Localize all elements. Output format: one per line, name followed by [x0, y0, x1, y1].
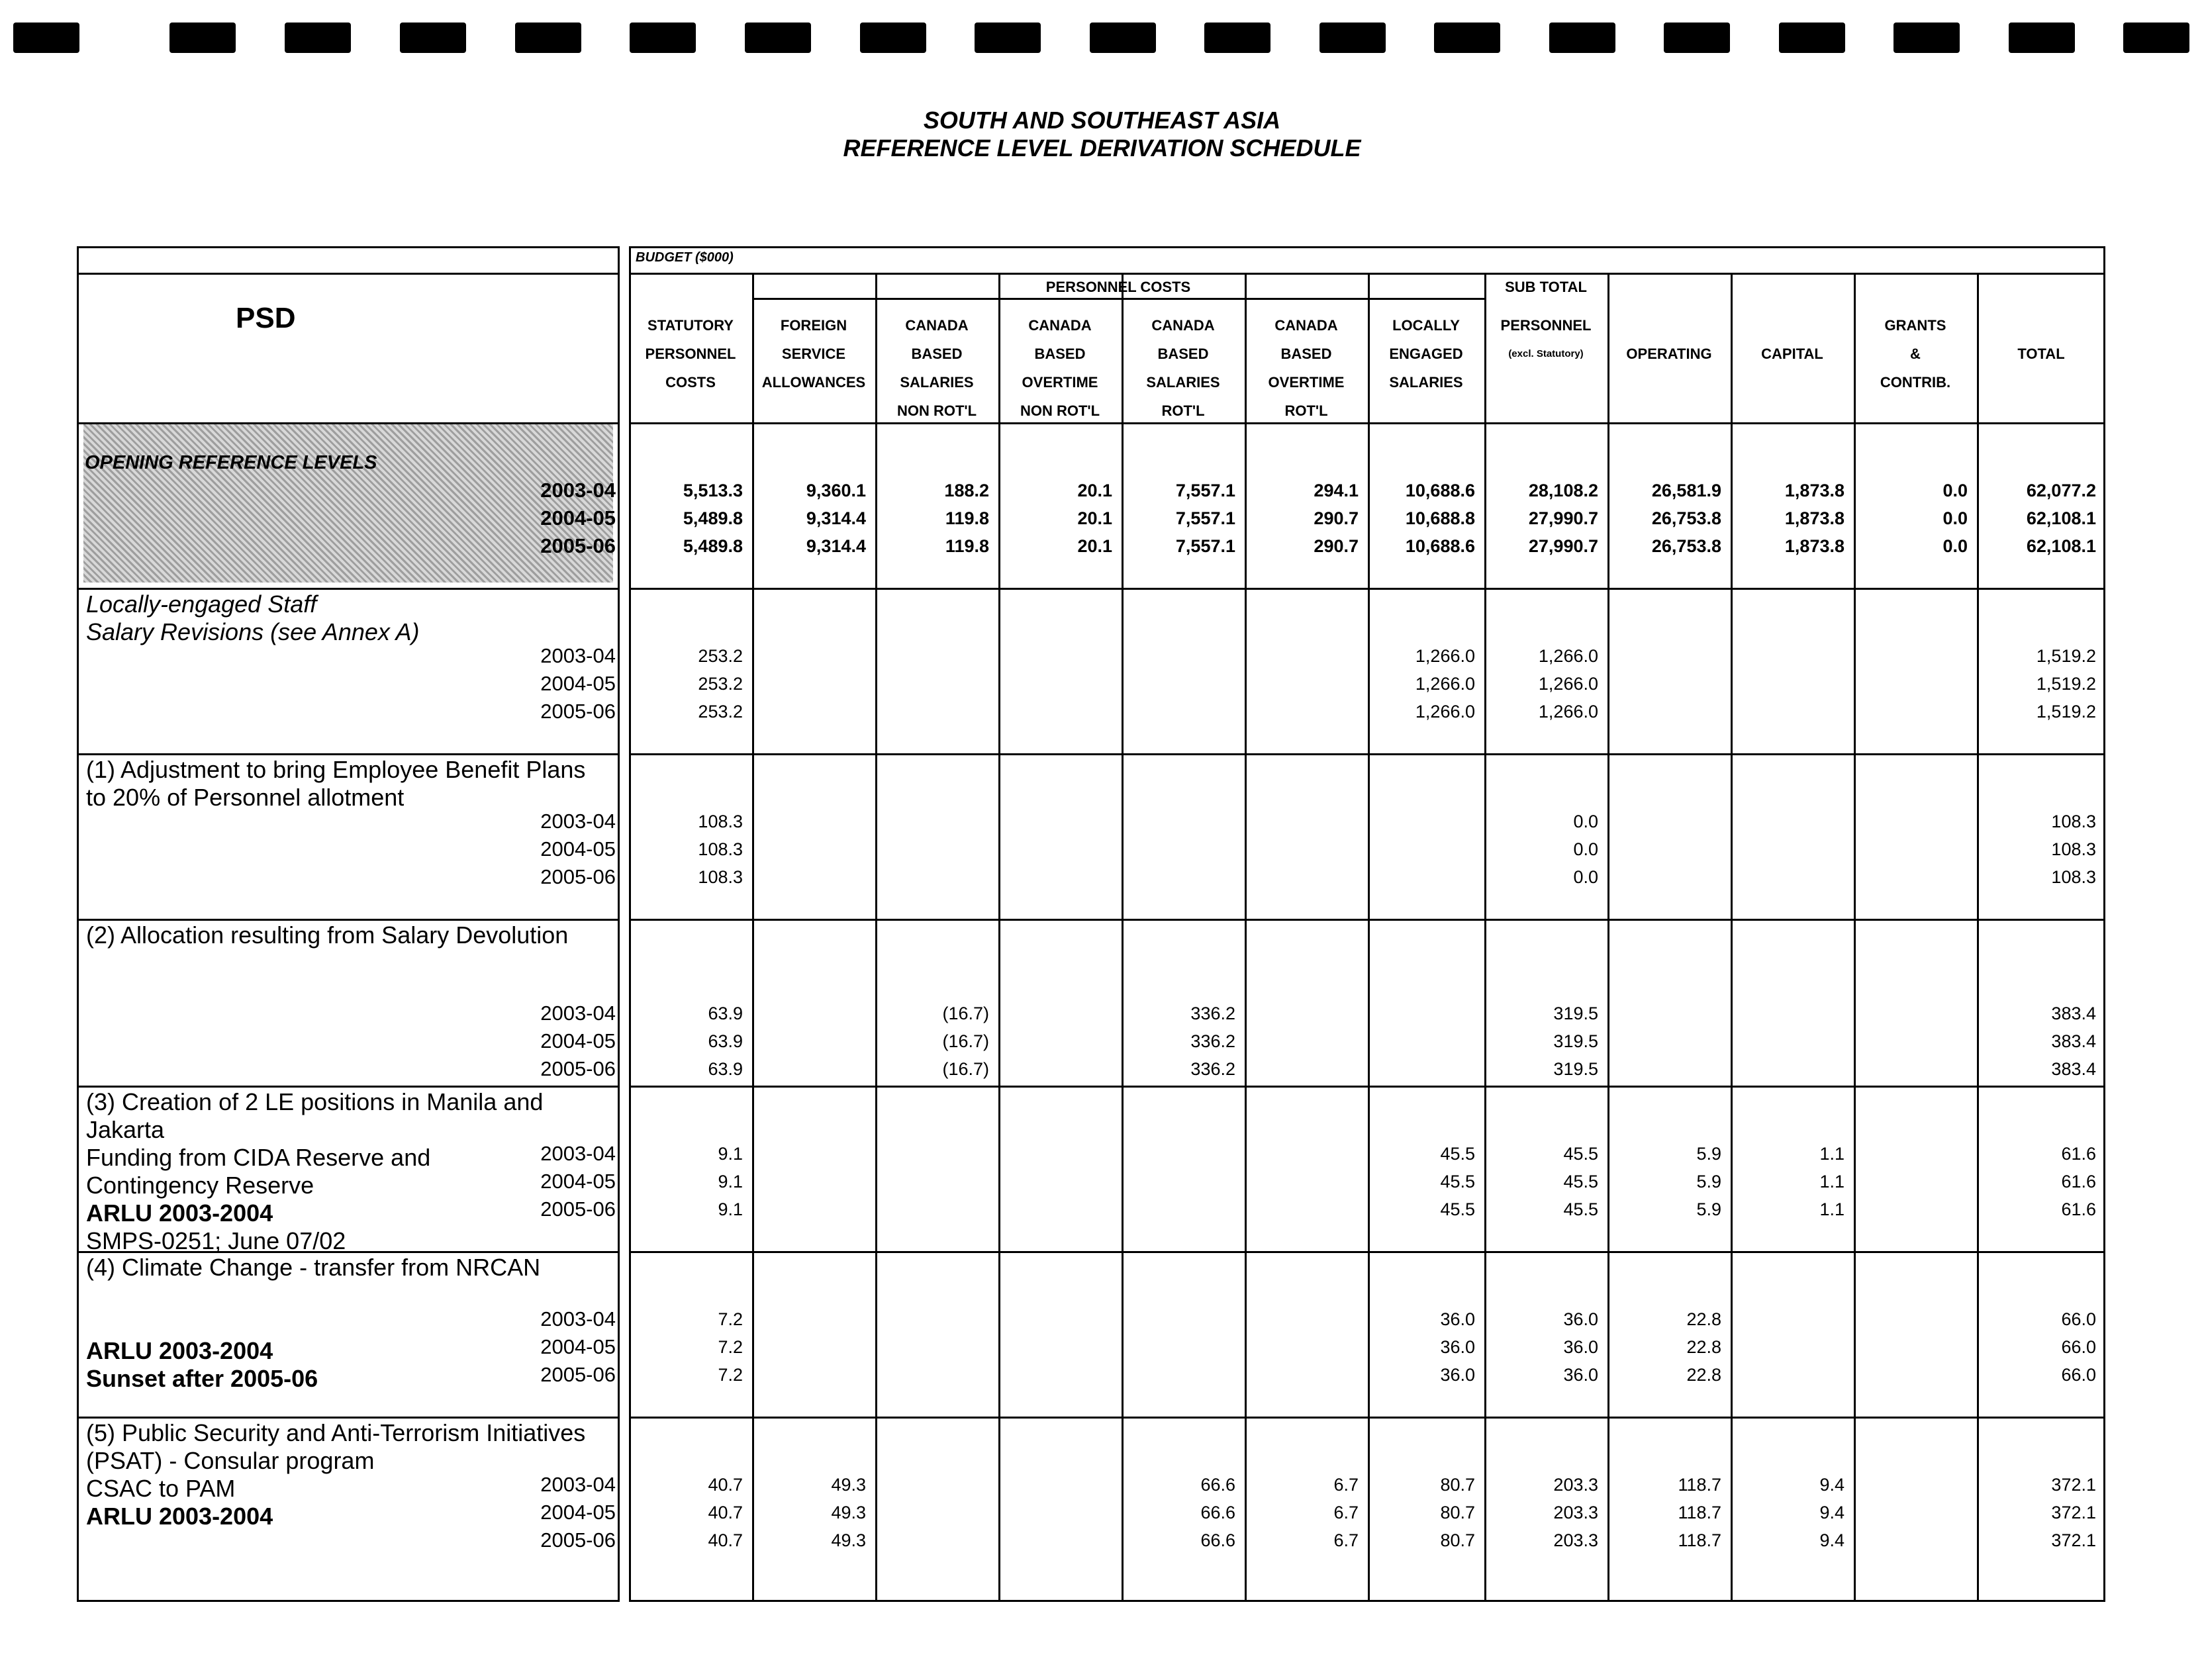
column-divider — [1368, 273, 1370, 1602]
column-header-line: BASED — [911, 346, 963, 362]
column-header-line: OVERTIME — [1022, 374, 1098, 391]
section-label: Contingency Reserve — [86, 1172, 314, 1199]
cell-value: 36.0 — [1563, 1365, 1598, 1385]
section-label: Funding from CIDA Reserve and — [86, 1144, 431, 1171]
cell-value: 7.2 — [718, 1337, 743, 1357]
cell-value: (16.7) — [942, 1003, 989, 1023]
column-header-line: FOREIGN — [780, 317, 847, 334]
cell-value: 1.1 — [1819, 1199, 1845, 1219]
scan-mark — [400, 23, 466, 53]
column-header-line — [1731, 311, 1854, 340]
cell-value: 294.1 — [1314, 481, 1359, 500]
cell-value: 1,266.0 — [1415, 674, 1475, 694]
column-header-line: LOCALLY — [1392, 317, 1460, 334]
cell-value: 27,990.7 — [1528, 508, 1598, 528]
scan-mark — [2009, 23, 2075, 53]
cell-value: 20.1 — [1077, 508, 1112, 528]
scan-mark — [630, 23, 696, 53]
scan-mark — [13, 23, 79, 53]
cell-value: 45.5 — [1440, 1144, 1475, 1164]
cell-value: 9.4 — [1819, 1530, 1845, 1550]
column-header-line: NON ROT'L — [896, 402, 977, 419]
cell-value: 63.9 — [708, 1031, 743, 1051]
cell-value: 1,873.8 — [1784, 481, 1845, 500]
column-header — [1977, 311, 2105, 425]
cell-value: 28,108.2 — [1528, 481, 1598, 500]
fiscal-year: 2005-06 — [540, 534, 616, 557]
cell-value: 108.3 — [698, 839, 743, 859]
row-divider — [77, 588, 620, 590]
cell-value: 80.7 — [1440, 1475, 1475, 1495]
cell-value: 5.9 — [1696, 1199, 1721, 1219]
cell-value: 336.2 — [1190, 1003, 1235, 1023]
cell-value: 319.5 — [1553, 1003, 1598, 1023]
cell-value: 9.4 — [1819, 1475, 1845, 1495]
fiscal-year: 2005-06 — [540, 700, 616, 723]
psd-label: PSD — [236, 302, 296, 334]
cell-value: 45.5 — [1563, 1144, 1598, 1164]
scan-mark — [1893, 23, 1960, 53]
fiscal-year: 2005-06 — [540, 865, 616, 888]
column-header-line: SALARIES — [900, 374, 974, 391]
cell-value: 253.2 — [698, 646, 743, 666]
column-header-line: TOTAL — [2017, 346, 2065, 362]
cell-value: 62,108.1 — [2026, 508, 2096, 528]
cell-value: 1,873.8 — [1784, 508, 1845, 528]
cell-value: 0.0 — [1942, 481, 1968, 500]
cell-value: 45.5 — [1563, 1199, 1598, 1219]
fiscal-year: 2005-06 — [540, 1528, 616, 1552]
cell-value: 49.3 — [831, 1475, 866, 1495]
cell-value: 383.4 — [2051, 1003, 2096, 1023]
cell-value: 10,688.6 — [1405, 481, 1475, 500]
section-label: (1) Adjustment to bring Employee Benefit Plans — [86, 756, 586, 783]
cell-value: 372.1 — [2051, 1475, 2096, 1495]
column-header-line: STATUTORY — [647, 317, 734, 334]
cell-value: 1.1 — [1819, 1144, 1845, 1164]
scan-mark — [1319, 23, 1386, 53]
column-header-line: COSTS — [665, 374, 716, 391]
column-header-line — [1977, 368, 2105, 397]
fiscal-year: 2003-04 — [540, 1142, 616, 1165]
column-divider — [1245, 273, 1247, 1602]
cell-value: 319.5 — [1553, 1031, 1598, 1051]
row-divider — [77, 1086, 620, 1088]
fiscal-year: 2003-04 — [540, 479, 616, 502]
fiscal-year: 2003-04 — [540, 1307, 616, 1330]
cell-value: 61.6 — [2061, 1172, 2096, 1191]
cell-value: 66.0 — [2061, 1337, 2096, 1357]
column-header — [752, 311, 875, 425]
cell-value: 63.9 — [708, 1059, 743, 1079]
fiscal-year: 2003-04 — [540, 810, 616, 833]
section-label: (4) Climate Change - transfer from NRCAN — [86, 1254, 541, 1281]
cell-value: 336.2 — [1190, 1031, 1235, 1051]
scan-mark — [169, 23, 236, 53]
column-header-line — [1977, 311, 2105, 340]
cell-value: 0.0 — [1942, 536, 1968, 556]
scan-mark — [860, 23, 926, 53]
column-header-line — [1484, 397, 1607, 425]
cell-value: 62,077.2 — [2026, 481, 2096, 500]
cell-value: 336.2 — [1190, 1059, 1235, 1079]
cell-value: 1,266.0 — [1415, 702, 1475, 722]
column-header-line — [1368, 397, 1484, 425]
cell-value: 253.2 — [698, 674, 743, 694]
column-divider — [1854, 273, 1856, 1602]
column-header-line: PERSONNEL — [1500, 317, 1592, 334]
cell-value: 319.5 — [1553, 1059, 1598, 1079]
cell-value: 372.1 — [2051, 1530, 2096, 1550]
cell-value: 22.8 — [1686, 1309, 1721, 1329]
cell-value: 1,266.0 — [1415, 646, 1475, 666]
cell-value: 6.7 — [1333, 1503, 1359, 1522]
row-divider — [629, 1251, 2105, 1253]
section-label: CSAC to PAM — [86, 1475, 236, 1502]
cell-value: 203.3 — [1553, 1530, 1598, 1550]
row-divider — [629, 1086, 2105, 1088]
personnel-costs-label: PERSONNEL COSTS — [1045, 279, 1191, 295]
column-divider — [1977, 273, 1979, 1602]
column-header — [1368, 311, 1484, 425]
column-header — [1607, 311, 1731, 425]
cell-value: 5.9 — [1696, 1144, 1721, 1164]
cell-value: 9.4 — [1819, 1503, 1845, 1522]
column-header — [1854, 311, 1977, 425]
fiscal-year: 2003-04 — [540, 1002, 616, 1025]
cell-value: 5,513.3 — [683, 481, 743, 500]
scan-mark — [1779, 23, 1845, 53]
column-header — [1245, 311, 1368, 425]
cell-value: 1,266.0 — [1538, 646, 1598, 666]
column-header-line: CANADA — [1151, 317, 1215, 334]
column-header-line: BASED — [1280, 346, 1332, 362]
fiscal-year: 2004-05 — [540, 1170, 616, 1193]
column-header — [1731, 311, 1854, 425]
cell-value: 62,108.1 — [2026, 536, 2096, 556]
column-header-line — [1731, 397, 1854, 425]
cell-value: 26,753.8 — [1651, 508, 1721, 528]
column-header-line: ENGAGED — [1389, 346, 1463, 362]
section-label: Salary Revisions (see Annex A) — [86, 618, 420, 645]
column-header-line: CAPITAL — [1761, 346, 1823, 362]
cell-value: 1,519.2 — [2036, 646, 2096, 666]
scan-mark — [515, 23, 581, 53]
cell-value: 45.5 — [1563, 1172, 1598, 1191]
section-label: Locally-engaged Staff — [86, 590, 317, 618]
cell-value: 188.2 — [944, 481, 989, 500]
cell-value: 20.1 — [1077, 481, 1112, 500]
column-header-line — [1607, 368, 1731, 397]
column-header-line: GRANTS — [1884, 317, 1946, 334]
fiscal-year: 2005-06 — [540, 1057, 616, 1080]
cell-value: 108.3 — [698, 867, 743, 887]
column-header-line — [1977, 397, 2105, 425]
cell-value: 1,873.8 — [1784, 536, 1845, 556]
column-header-line — [1484, 368, 1607, 397]
cell-value: 36.0 — [1440, 1309, 1475, 1329]
scan-mark — [1434, 23, 1500, 53]
section-label: (2) Allocation resulting from Salary Devolution — [86, 921, 569, 949]
cell-value: 7.2 — [718, 1365, 743, 1385]
section-label: Sunset after 2005-06 — [86, 1365, 318, 1392]
row-divider — [77, 422, 620, 424]
scan-mark — [1204, 23, 1270, 53]
row-divider — [629, 919, 2105, 921]
cell-value: 10,688.6 — [1405, 536, 1475, 556]
page-title-line-2: REFERENCE LEVEL DERIVATION SCHEDULE — [843, 134, 1361, 162]
section-label: SMPS-0251; June 07/02 — [86, 1227, 346, 1254]
cell-value: 63.9 — [708, 1003, 743, 1023]
cell-value: 1,266.0 — [1538, 702, 1598, 722]
cell-value: 108.3 — [2051, 867, 2096, 887]
cell-value: (16.7) — [942, 1031, 989, 1051]
column-divider — [1607, 273, 1609, 1602]
budget-label: BUDGET ($000) — [636, 250, 734, 265]
row-divider — [77, 919, 620, 921]
cell-value: 49.3 — [831, 1503, 866, 1522]
cell-value: 119.8 — [945, 508, 989, 528]
section-label: (3) Creation of 2 LE positions in Manila and — [86, 1088, 544, 1115]
cell-value: 36.0 — [1563, 1309, 1598, 1329]
cell-value: 108.3 — [2051, 812, 2096, 831]
column-header-line: ALLOWANCES — [761, 374, 866, 391]
column-header-line — [1607, 397, 1731, 425]
column-header — [875, 311, 998, 425]
column-divider — [752, 273, 754, 1602]
row-divider — [629, 588, 2105, 590]
cell-value: 9,314.4 — [806, 536, 866, 556]
cell-value: 36.0 — [1440, 1365, 1475, 1385]
fiscal-year: 2003-04 — [540, 1473, 616, 1496]
cell-value: 108.3 — [2051, 839, 2096, 859]
column-divider — [1731, 273, 1733, 1602]
page-title-line-1: SOUTH AND SOUTHEAST ASIA — [923, 107, 1281, 134]
cell-value: 36.0 — [1563, 1337, 1598, 1357]
column-divider — [998, 273, 1000, 1602]
cell-value: 66.6 — [1200, 1530, 1235, 1550]
column-divider — [1122, 273, 1124, 1602]
cell-value: 40.7 — [708, 1503, 743, 1522]
section-label: to 20% of Personnel allotment — [86, 784, 405, 811]
fiscal-year: 2004-05 — [540, 1029, 616, 1052]
fiscal-year: 2003-04 — [540, 644, 616, 667]
cell-value: 22.8 — [1686, 1365, 1721, 1385]
cell-value: 7,557.1 — [1175, 536, 1235, 556]
column-header-line — [752, 397, 875, 425]
column-header-line: ROT'L — [1161, 402, 1205, 419]
column-header-line: OVERTIME — [1268, 374, 1345, 391]
cell-value: 5.9 — [1696, 1172, 1721, 1191]
cell-value: 26,581.9 — [1651, 481, 1721, 500]
cell-value: 9,314.4 — [806, 508, 866, 528]
cell-value: 9.1 — [718, 1199, 743, 1219]
scan-mark — [1664, 23, 1730, 53]
column-header-line: BASED — [1034, 346, 1086, 362]
scan-mark — [1549, 23, 1615, 53]
cell-value: 40.7 — [708, 1475, 743, 1495]
section-label: ARLU 2003-2004 — [86, 1199, 273, 1227]
fiscal-year: 2005-06 — [540, 1197, 616, 1221]
cell-value: 61.6 — [2061, 1199, 2096, 1219]
row-divider — [77, 753, 620, 755]
section-label: (PSAT) - Consular program — [86, 1447, 375, 1474]
cell-value: 66.0 — [2061, 1309, 2096, 1329]
column-header — [998, 311, 1122, 425]
cell-value: 66.0 — [2061, 1365, 2096, 1385]
data-panel — [629, 246, 2105, 1602]
cell-value: 27,990.7 — [1528, 536, 1598, 556]
cell-value: 383.4 — [2051, 1031, 2096, 1051]
cell-value: (16.7) — [942, 1059, 989, 1079]
scan-mark — [285, 23, 351, 53]
scan-mark — [745, 23, 811, 53]
cell-value: 20.1 — [1077, 536, 1112, 556]
section-label: ARLU 2003-2004 — [86, 1337, 273, 1364]
cell-value: 26,753.8 — [1651, 536, 1721, 556]
cell-value: 1.1 — [1819, 1172, 1845, 1191]
cell-value: 5,489.8 — [683, 508, 743, 528]
cell-value: 253.2 — [698, 702, 743, 722]
cell-value: 1,519.2 — [2036, 702, 2096, 722]
column-header-line — [1854, 397, 1977, 425]
cell-value: 0.0 — [1942, 508, 1968, 528]
cell-value: 0.0 — [1573, 839, 1598, 859]
column-header-line: (excl. Statutory) — [1508, 348, 1584, 359]
fiscal-year: 2004-05 — [540, 672, 616, 695]
cell-value: 45.5 — [1440, 1199, 1475, 1219]
column-header-line: SALARIES — [1146, 374, 1220, 391]
cell-value: 45.5 — [1440, 1172, 1475, 1191]
column-header-line — [1731, 368, 1854, 397]
fiscal-year: 2005-06 — [540, 1363, 616, 1386]
cell-value: 372.1 — [2051, 1503, 2096, 1522]
cell-value: 80.7 — [1440, 1503, 1475, 1522]
scan-mark — [1090, 23, 1156, 53]
column-header-line: CANADA — [1274, 317, 1338, 334]
cell-value: 7.2 — [718, 1309, 743, 1329]
cell-value: 10,688.8 — [1405, 508, 1475, 528]
cell-value: 203.3 — [1553, 1475, 1598, 1495]
column-header-line: OPERATING — [1626, 346, 1712, 362]
section-label: ARLU 2003-2004 — [86, 1503, 273, 1530]
column-header-line: & — [1910, 346, 1921, 362]
cell-value: 108.3 — [698, 812, 743, 831]
cell-value: 9.1 — [718, 1144, 743, 1164]
column-header-line: BASED — [1157, 346, 1209, 362]
cell-value: 61.6 — [2061, 1144, 2096, 1164]
column-header-line: SALARIES — [1389, 374, 1463, 391]
section-label: (5) Public Security and Anti-Terrorism Initiatives — [86, 1419, 586, 1446]
column-header-line: SERVICE — [781, 346, 846, 362]
cell-value: 7,557.1 — [1175, 508, 1235, 528]
scan-mark — [2123, 23, 2189, 53]
cell-value: 66.6 — [1200, 1503, 1235, 1522]
cell-value: 0.0 — [1573, 812, 1598, 831]
section-label: Jakarta — [86, 1116, 165, 1143]
cell-value: 80.7 — [1440, 1530, 1475, 1550]
divider — [77, 273, 620, 275]
column-header — [629, 311, 752, 425]
row-divider — [629, 753, 2105, 755]
column-header-line: CANADA — [905, 317, 969, 334]
cell-value: 66.6 — [1200, 1475, 1235, 1495]
cell-value: 119.8 — [945, 536, 989, 556]
cell-value: 118.7 — [1678, 1503, 1721, 1522]
cell-value: 6.7 — [1333, 1530, 1359, 1550]
cell-value: 49.3 — [831, 1530, 866, 1550]
cell-value: 1,519.2 — [2036, 674, 2096, 694]
cell-value: 203.3 — [1553, 1503, 1598, 1522]
column-divider — [1484, 273, 1486, 1602]
row-divider — [629, 422, 2105, 424]
column-header-line — [629, 397, 752, 425]
column-header-line: NON ROT'L — [1020, 402, 1100, 419]
cell-value: 36.0 — [1440, 1337, 1475, 1357]
cell-value: 290.7 — [1314, 536, 1359, 556]
cell-value: 9.1 — [718, 1172, 743, 1191]
cell-value: 6.7 — [1333, 1475, 1359, 1495]
cell-value: 118.7 — [1678, 1530, 1721, 1550]
cell-value: 0.0 — [1573, 867, 1598, 887]
subtotal-label: SUB TOTAL — [1505, 279, 1587, 295]
column-header — [1122, 311, 1245, 425]
section-label: OPENING REFERENCE LEVELS — [85, 452, 377, 473]
cell-value: 9,360.1 — [806, 481, 866, 500]
cell-value: 118.7 — [1678, 1475, 1721, 1495]
column-header-line: PERSONNEL — [645, 346, 736, 362]
fiscal-year: 2004-05 — [540, 837, 616, 861]
column-divider — [875, 273, 877, 1602]
column-header-line: CANADA — [1028, 317, 1092, 334]
scan-mark — [975, 23, 1041, 53]
cell-value: 290.7 — [1314, 508, 1359, 528]
cell-value: 40.7 — [708, 1530, 743, 1550]
cell-value: 22.8 — [1686, 1337, 1721, 1357]
fiscal-year: 2004-05 — [540, 1501, 616, 1524]
cell-value: 383.4 — [2051, 1059, 2096, 1079]
row-divider — [629, 1417, 2105, 1419]
fiscal-year: 2004-05 — [540, 506, 616, 530]
column-header — [1484, 311, 1607, 425]
cell-value: 5,489.8 — [683, 536, 743, 556]
cell-value: 1,266.0 — [1538, 674, 1598, 694]
column-header-line: CONTRIB. — [1880, 374, 1951, 391]
column-header-line — [1607, 311, 1731, 340]
column-header-line: ROT'L — [1284, 402, 1328, 419]
row-divider — [77, 1417, 620, 1419]
cell-value: 7,557.1 — [1175, 481, 1235, 500]
fiscal-year: 2004-05 — [540, 1335, 616, 1358]
